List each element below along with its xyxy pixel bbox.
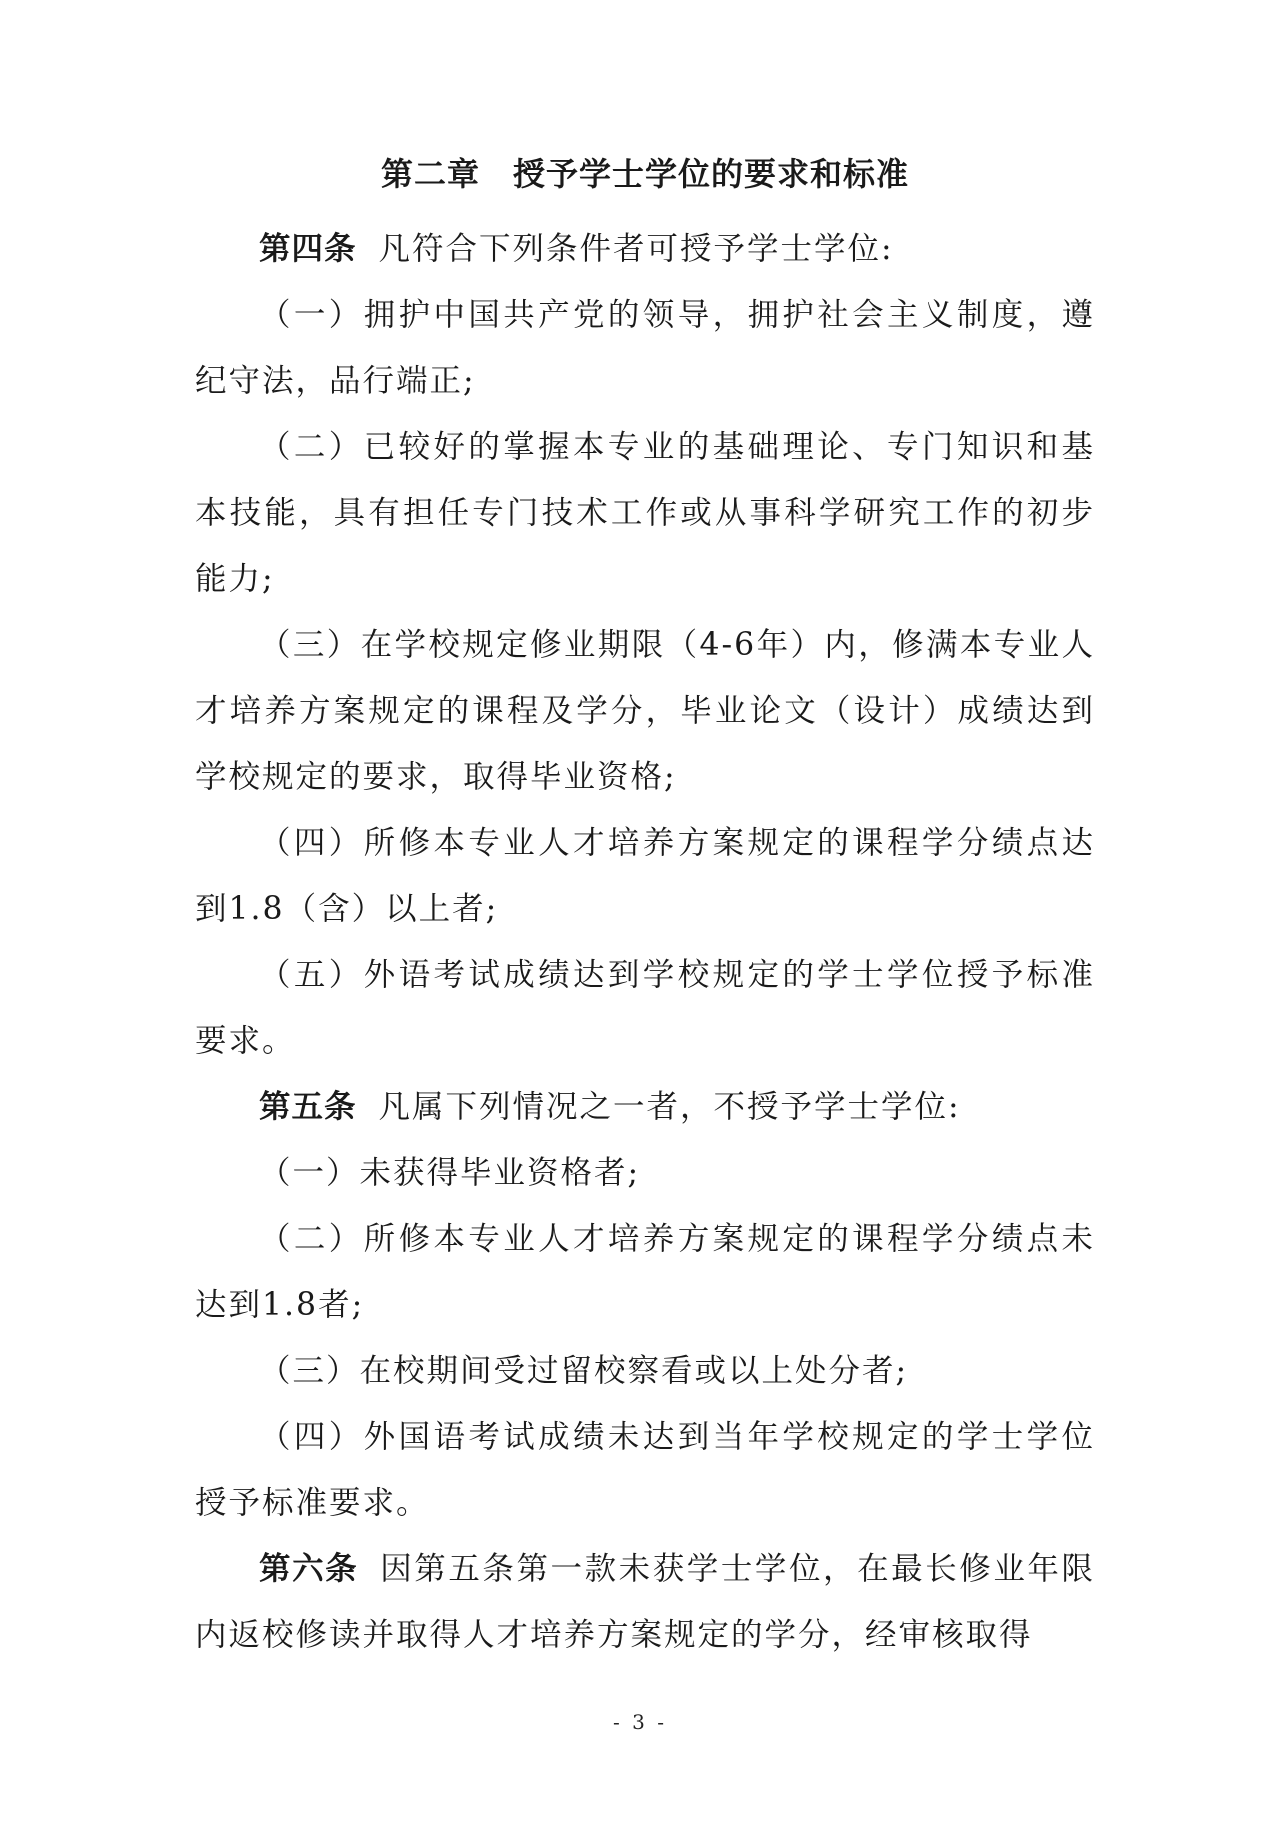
paragraph-text: （三）在学校规定修业期限（4-6年）内，修满本专业人才培养方案规定的课程及学分，毕业论文（设计）成绩达到学校规定的要求，取得毕业资格; xyxy=(195,627,1095,795)
article-paragraph xyxy=(195,1074,1095,1140)
article-paragraph xyxy=(195,1536,1095,1668)
page-content xyxy=(195,150,1095,1668)
paragraph-text: （二）已较好的掌握本专业的基础理论、专门知识和基本技能，具有担任专门技术工作或从事科学研究工作的初步能力; xyxy=(195,429,1095,597)
clause-paragraph xyxy=(195,612,1095,810)
paragraph-text: （一）未获得毕业资格者; xyxy=(259,1155,641,1191)
paragraph-text: （一）拥护中国共产党的领导，拥护社会主义制度，遵纪守法，品行端正; xyxy=(195,297,1095,399)
paragraph-text: （五）外语考试成绩达到学校规定的学士学位授予标准要求。 xyxy=(195,957,1095,1059)
clause-paragraph xyxy=(195,1140,1095,1206)
paragraph-text: （四）所修本专业人才培养方案规定的课程学分绩点达到1.8（含）以上者; xyxy=(195,825,1095,927)
clause-paragraph xyxy=(195,414,1095,612)
article-label: 第四条 xyxy=(259,231,357,267)
chapter-title: 第二章 授予学士学位的要求和标准 xyxy=(380,155,909,193)
clause-paragraph xyxy=(195,282,1095,414)
paragraph-text: 凡属下列情况之一者，不授予学士学位: xyxy=(378,1089,961,1125)
paragraph-text: （二）所修本专业人才培养方案规定的课程学分绩点未达到1.8者; xyxy=(195,1221,1095,1323)
clause-paragraph xyxy=(195,1404,1095,1536)
paragraph-text: （四）外国语考试成绩未达到当年学校规定的学士学位授予标准要求。 xyxy=(195,1419,1095,1521)
page-number: - 3 - xyxy=(613,1710,667,1734)
paragraph-text: 凡符合下列条件者可授予学士学位: xyxy=(378,231,894,267)
article-paragraph xyxy=(195,216,1095,282)
article-label: 第五条 xyxy=(259,1089,357,1125)
paragraph-text: （三）在校期间受过留校察看或以上处分者; xyxy=(259,1353,909,1389)
clause-paragraph xyxy=(195,942,1095,1074)
paragraph-list xyxy=(195,216,1095,1668)
clause-paragraph xyxy=(195,810,1095,942)
clause-paragraph xyxy=(195,1206,1095,1338)
paragraph-text: 因第五条第一款未获学士学位，在最长修业年限内返校修读并取得人才培养方案规定的学分，经审核取得 xyxy=(195,1551,1095,1653)
article-label: 第六条 xyxy=(259,1551,359,1587)
clause-paragraph xyxy=(195,1338,1095,1404)
